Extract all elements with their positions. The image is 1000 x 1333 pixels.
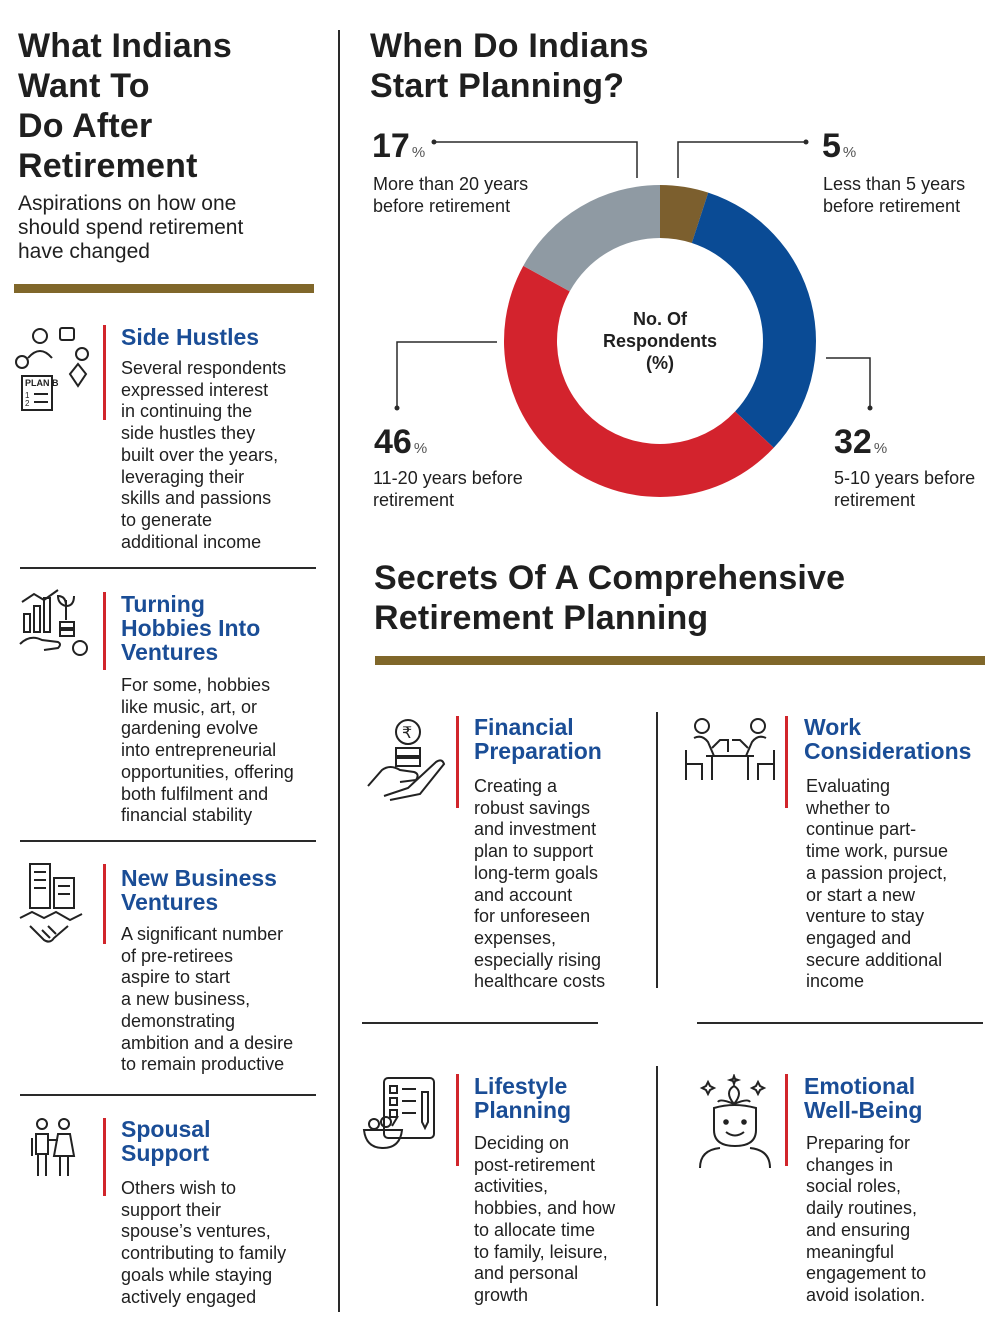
leader-line-46: [397, 342, 497, 408]
item-text-line: to remain productive: [121, 1054, 285, 1075]
slice-value: 5: [822, 127, 841, 165]
donut-slice-3: [523, 185, 660, 291]
item-text-line: for unforeseen: [474, 906, 591, 927]
item-text-line: long-term goals: [474, 862, 599, 883]
lifestyle-checklist-icon: [362, 1074, 442, 1159]
item-text-line: demonstrating: [121, 1010, 236, 1031]
item-text-line: secure additional: [806, 949, 943, 970]
item-text-line: plan to support: [474, 841, 594, 862]
item-title-line: Ventures: [121, 639, 219, 665]
center-label-line: (%): [646, 353, 674, 373]
item-text-line: whether to: [806, 797, 891, 818]
item-text-line: additional income: [121, 531, 262, 552]
item-text-line: spouse’s ventures,: [121, 1221, 271, 1242]
slice-label-5-10: [834, 468, 975, 511]
left-title-line: Do After: [18, 107, 153, 145]
emotional-wellbeing-text: [806, 1133, 926, 1307]
item-text-line: engagement to: [806, 1263, 927, 1284]
item-text-line: to allocate time: [474, 1219, 596, 1240]
item-text-line: A significant number: [121, 924, 284, 944]
item-accent-bar: [103, 864, 106, 944]
item-text-line: venture to stay: [806, 906, 925, 927]
left-divider: [20, 1094, 316, 1096]
item-text-line: expressed interest: [121, 379, 269, 400]
item-title-line: Lifestyle: [474, 1073, 568, 1099]
lifestyle-planning-title: [474, 1074, 571, 1122]
item-title-line: Hobbies Into: [121, 615, 261, 641]
item-text-line: or start a new: [806, 884, 916, 905]
item-text-line: post-retirement: [474, 1154, 596, 1175]
left-divider: [20, 840, 316, 842]
svg-text:₹: ₹: [402, 725, 413, 742]
work-considerations-title: [804, 715, 971, 763]
item-accent-bar: [103, 1118, 106, 1196]
rupee-hand-icon: [364, 716, 448, 807]
center-label-line: Respondents: [602, 331, 717, 351]
item-text-line: skills and passions: [121, 488, 272, 509]
slice-label-11-20: [373, 468, 523, 511]
item-title-line: Preparation: [474, 738, 602, 764]
item-title-line: Work: [804, 714, 862, 740]
item-text-line: built over the years,: [121, 444, 279, 465]
item-text-line: like music, art, or: [121, 696, 258, 717]
donut-center-label: [560, 308, 760, 374]
left-divider: [20, 567, 316, 569]
item-text-line: both fulfilment and: [121, 783, 269, 804]
item-title-line: Well-Being: [804, 1097, 923, 1123]
data-label-32: [834, 424, 887, 467]
new-business-text: [121, 924, 293, 1076]
item-text-line: support their: [121, 1199, 222, 1220]
item-text-line: healthcare costs: [474, 971, 606, 992]
work-desk-icon: [682, 714, 778, 789]
item-title-line: Considerations: [804, 738, 972, 764]
item-text-line: opportunities, offering: [121, 761, 294, 782]
grid-vertical-divider: [656, 712, 658, 988]
item-text-line: leveraging their: [121, 466, 245, 487]
item-accent-bar: [785, 1074, 788, 1166]
item-text-line: engaged and: [806, 927, 912, 948]
leader-dot: [868, 406, 873, 411]
item-title-line: Ventures: [121, 889, 219, 915]
slice-label-line: before retirement: [373, 195, 511, 216]
left-title-line: Retirement: [18, 147, 198, 185]
svg-text:1: 1: [25, 391, 30, 400]
item-text-line: growth: [474, 1284, 529, 1305]
item-text-line: expenses,: [474, 927, 557, 948]
item-title-line: Side Hustles: [121, 324, 260, 350]
item-text-line: financial stability: [121, 805, 253, 826]
item-text-line: actively engaged: [121, 1286, 257, 1307]
business-handshake-icon: [18, 860, 84, 957]
item-text-line: and personal: [474, 1263, 579, 1284]
item-text-line: meaningful: [806, 1241, 895, 1262]
slice-label-line: 11-20 years before: [373, 468, 523, 488]
slice-value: 32: [834, 423, 872, 461]
left-subtitle-line: have changed: [18, 240, 150, 263]
chart-title-line: Start Planning?: [370, 67, 625, 105]
item-text-line: social roles,: [806, 1176, 902, 1197]
secrets-gold-divider: [375, 656, 985, 665]
item-title-line: Support: [121, 1140, 210, 1166]
donut-slice-2: [504, 266, 774, 497]
hobby-growth-icon: [18, 588, 92, 663]
slice-label-line: retirement: [834, 489, 916, 510]
item-text-line: daily routines,: [806, 1198, 918, 1219]
leader-dot: [804, 140, 809, 145]
leader-dot: [432, 140, 437, 145]
item-title-line: Emotional: [804, 1073, 916, 1099]
item-text-line: Creating a: [474, 776, 558, 796]
turning-hobbies-text: [121, 675, 294, 827]
percent-unit: %: [411, 144, 426, 161]
item-title-line: Turning: [121, 591, 205, 617]
left-title-line: Want To: [18, 67, 150, 105]
item-text-line: hobbies, and how: [474, 1198, 616, 1219]
secrets-title-line: Secrets Of A Comprehensive: [374, 559, 846, 597]
item-text-line: Evaluating: [806, 776, 891, 796]
left-subtitle-line: Aspirations on how one: [18, 192, 237, 215]
item-title-line: Financial: [474, 714, 574, 740]
grid-horizontal-divider: [362, 1022, 598, 1024]
lifestyle-planning-text: [474, 1133, 615, 1307]
financial-preparation-title: [474, 715, 602, 763]
item-title-line: New Business: [121, 865, 277, 891]
item-text-line: Deciding on: [474, 1133, 570, 1153]
item-text-line: income: [806, 971, 865, 992]
grid-horizontal-divider: [697, 1022, 983, 1024]
leader-line-32: [826, 358, 870, 408]
item-text-line: robust savings: [474, 797, 591, 818]
slice-value: 46: [374, 423, 412, 461]
work-considerations-text: [806, 776, 948, 993]
item-text-line: changes in: [806, 1154, 894, 1175]
secrets-title-line: Retirement Planning: [374, 599, 709, 637]
svg-text:2: 2: [25, 399, 30, 408]
item-text-line: of pre-retirees: [121, 945, 234, 966]
percent-unit: %: [842, 144, 857, 161]
couple-icon: [26, 1114, 82, 1185]
item-text-line: gardening evolve: [121, 718, 259, 739]
center-label-line: No. Of: [633, 309, 687, 329]
chart-title-line: When Do Indians: [370, 27, 649, 65]
secrets-title: [374, 558, 845, 638]
slice-label-line: 5-10 years before: [834, 468, 976, 488]
item-text-line: and ensuring: [806, 1219, 911, 1240]
item-text-line: time work, pursue: [806, 841, 949, 862]
spousal-support-title: [121, 1117, 210, 1165]
new-business-title: [121, 866, 277, 914]
svg-text:PLAN B: PLAN B: [25, 378, 59, 388]
leader-line-17: [434, 142, 637, 178]
turning-hobbies-title: [121, 592, 260, 664]
item-text-line: and account: [474, 884, 573, 905]
item-accent-bar: [456, 716, 459, 808]
item-text-line: continue part-: [806, 819, 917, 840]
item-text-line: For some, hobbies: [121, 675, 271, 695]
item-text-line: ambition and a desire: [121, 1032, 294, 1053]
item-text-line: Others wish to: [121, 1178, 237, 1198]
percent-unit: %: [873, 440, 888, 457]
item-title-line: Planning: [474, 1097, 572, 1123]
item-text-line: Preparing for: [806, 1133, 911, 1153]
leader-line-5: [678, 142, 806, 178]
spousal-support-text: [121, 1178, 286, 1308]
item-title-line: Spousal: [121, 1116, 211, 1142]
financial-preparation-text: [474, 776, 605, 993]
wellbeing-face-icon: [694, 1074, 776, 1175]
item-text-line: goals while staying: [121, 1264, 273, 1285]
item-text-line: aspire to start: [121, 967, 231, 988]
leader-dot: [395, 406, 400, 411]
percent-unit: %: [413, 440, 428, 457]
item-text-line: and investment: [474, 819, 597, 840]
slice-label-less-than-5: [823, 174, 965, 217]
slice-label-line: retirement: [373, 489, 455, 510]
item-text-line: activities,: [474, 1176, 549, 1197]
left-subtitle-line: should spend retirement: [18, 216, 244, 239]
data-label-5: [822, 128, 856, 171]
data-label-17: [372, 128, 425, 171]
item-text-line: to generate: [121, 509, 213, 530]
item-text-line: to family, leisure,: [474, 1241, 608, 1262]
item-accent-bar: [456, 1074, 459, 1166]
data-label-46: [374, 424, 427, 467]
item-text-line: a new business,: [121, 989, 251, 1010]
item-text-line: contributing to family: [121, 1243, 287, 1264]
item-text-line: avoid isolation.: [806, 1284, 926, 1305]
slice-label-line: More than 20 years: [373, 174, 529, 194]
item-text-line: side hustles they: [121, 423, 256, 444]
item-text-line: in continuing the: [121, 401, 253, 422]
item-text-line: into entrepreneurial: [121, 740, 277, 761]
grid-vertical-divider: [656, 1066, 658, 1306]
item-text-line: a passion project,: [806, 862, 948, 883]
item-accent-bar: [103, 592, 106, 670]
slice-label-line: Less than 5 years: [823, 174, 966, 194]
item-text-line: especially rising: [474, 949, 602, 970]
slice-label-line: before retirement: [823, 195, 961, 216]
left-title-line: What Indians: [18, 27, 232, 65]
item-text-line: Several respondents: [121, 358, 287, 378]
item-accent-bar: [785, 716, 788, 808]
emotional-wellbeing-title: [804, 1074, 922, 1122]
slice-value: 17: [372, 127, 410, 165]
slice-label-more-than-20: [373, 174, 528, 217]
